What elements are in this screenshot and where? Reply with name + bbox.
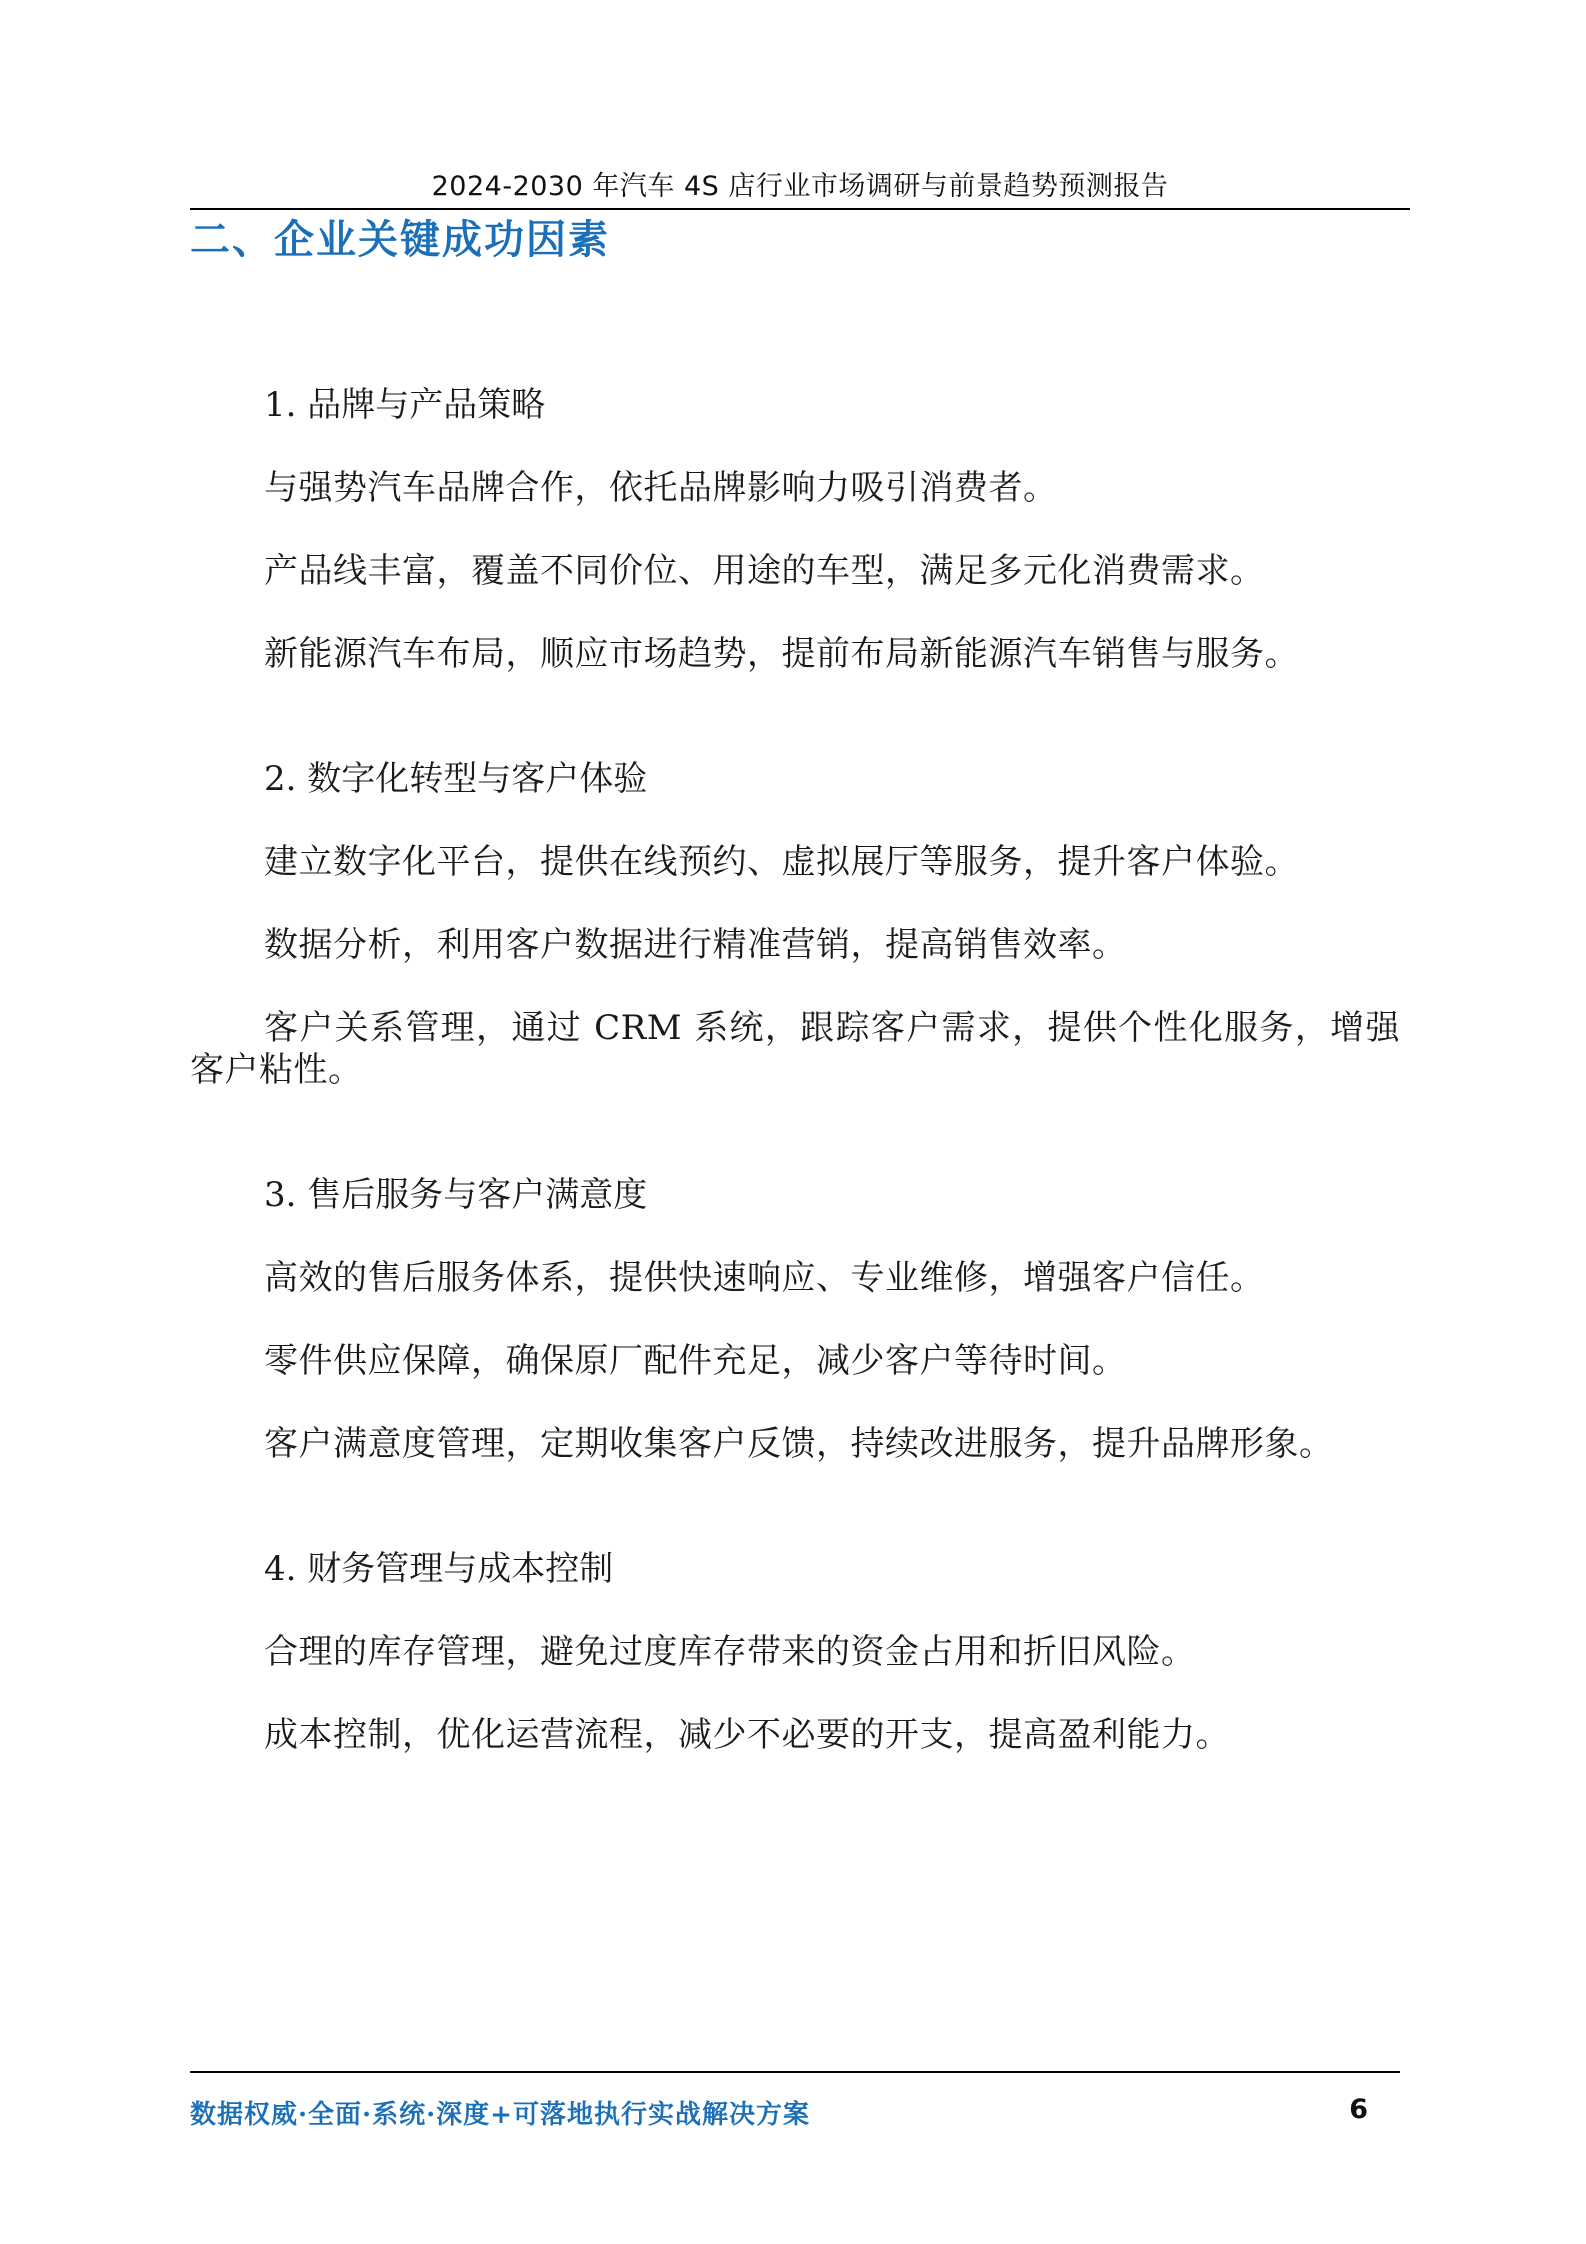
paragraph: 数据分析，利用客户数据进行精准营销，提高销售效率。	[264, 925, 1127, 965]
paragraph: 合理的库存管理，避免过度库存带来的资金占用和折旧风险。	[264, 1632, 1196, 1672]
paragraph: 与强势汽车品牌合作，依托品牌影响力吸引消费者。	[264, 468, 1058, 508]
paragraph: 建立数字化平台，提供在线预约、虚拟展厅等服务，提升客户体验。	[264, 842, 1299, 882]
report-title: 2024-2030 年汽车 4S 店行业市场调研与前景趋势预测报告	[431, 171, 1169, 202]
paragraph: 客户满意度管理，定期收集客户反馈，持续改进服务，提升品牌形象。	[264, 1424, 1334, 1464]
paragraph: 客户关系管理，通过 CRM 系统，跟踪客户需求，提供个性化服务，增强客户粘性。	[190, 1008, 1400, 1090]
paragraph: 新能源汽车布局，顺应市场趋势，提前布局新能源汽车销售与服务。	[264, 634, 1299, 674]
subsection-title: 3. 售后服务与客户满意度	[264, 1175, 648, 1215]
section-heading: 二、企业关键成功因素	[190, 217, 610, 263]
subsection-after-sales-service	[190, 1174, 1400, 1465]
main-content	[190, 384, 1400, 1756]
subsection-title: 2. 数字化转型与客户体验	[264, 759, 648, 799]
footer-divider	[190, 2071, 1400, 2073]
paragraph: 零件供应保障，确保原厂配件充足，减少客户等待时间。	[264, 1341, 1127, 1381]
subsection-financial-management	[190, 1548, 1400, 1756]
subsection-title: 4. 财务管理与成本控制	[264, 1549, 614, 1589]
subsection-digital-transformation	[190, 758, 1400, 1091]
subsection-title: 1. 品牌与产品策略	[264, 385, 546, 425]
footer-slogan: 数据权威·全面·系统·深度+可落地执行实战解决方案	[190, 2100, 810, 2130]
paragraph: 高效的售后服务体系，提供快速响应、专业维修，增强客户信任。	[264, 1258, 1265, 1298]
paragraph: 产品线丰富，覆盖不同价位、用途的车型，满足多元化消费需求。	[264, 551, 1265, 591]
subsection-brand-product-strategy	[190, 384, 1400, 675]
page-header	[190, 160, 1410, 210]
paragraph: 成本控制，优化运营流程，减少不必要的开支，提高盈利能力。	[264, 1715, 1230, 1755]
page-number: 6	[1349, 2094, 1368, 2125]
